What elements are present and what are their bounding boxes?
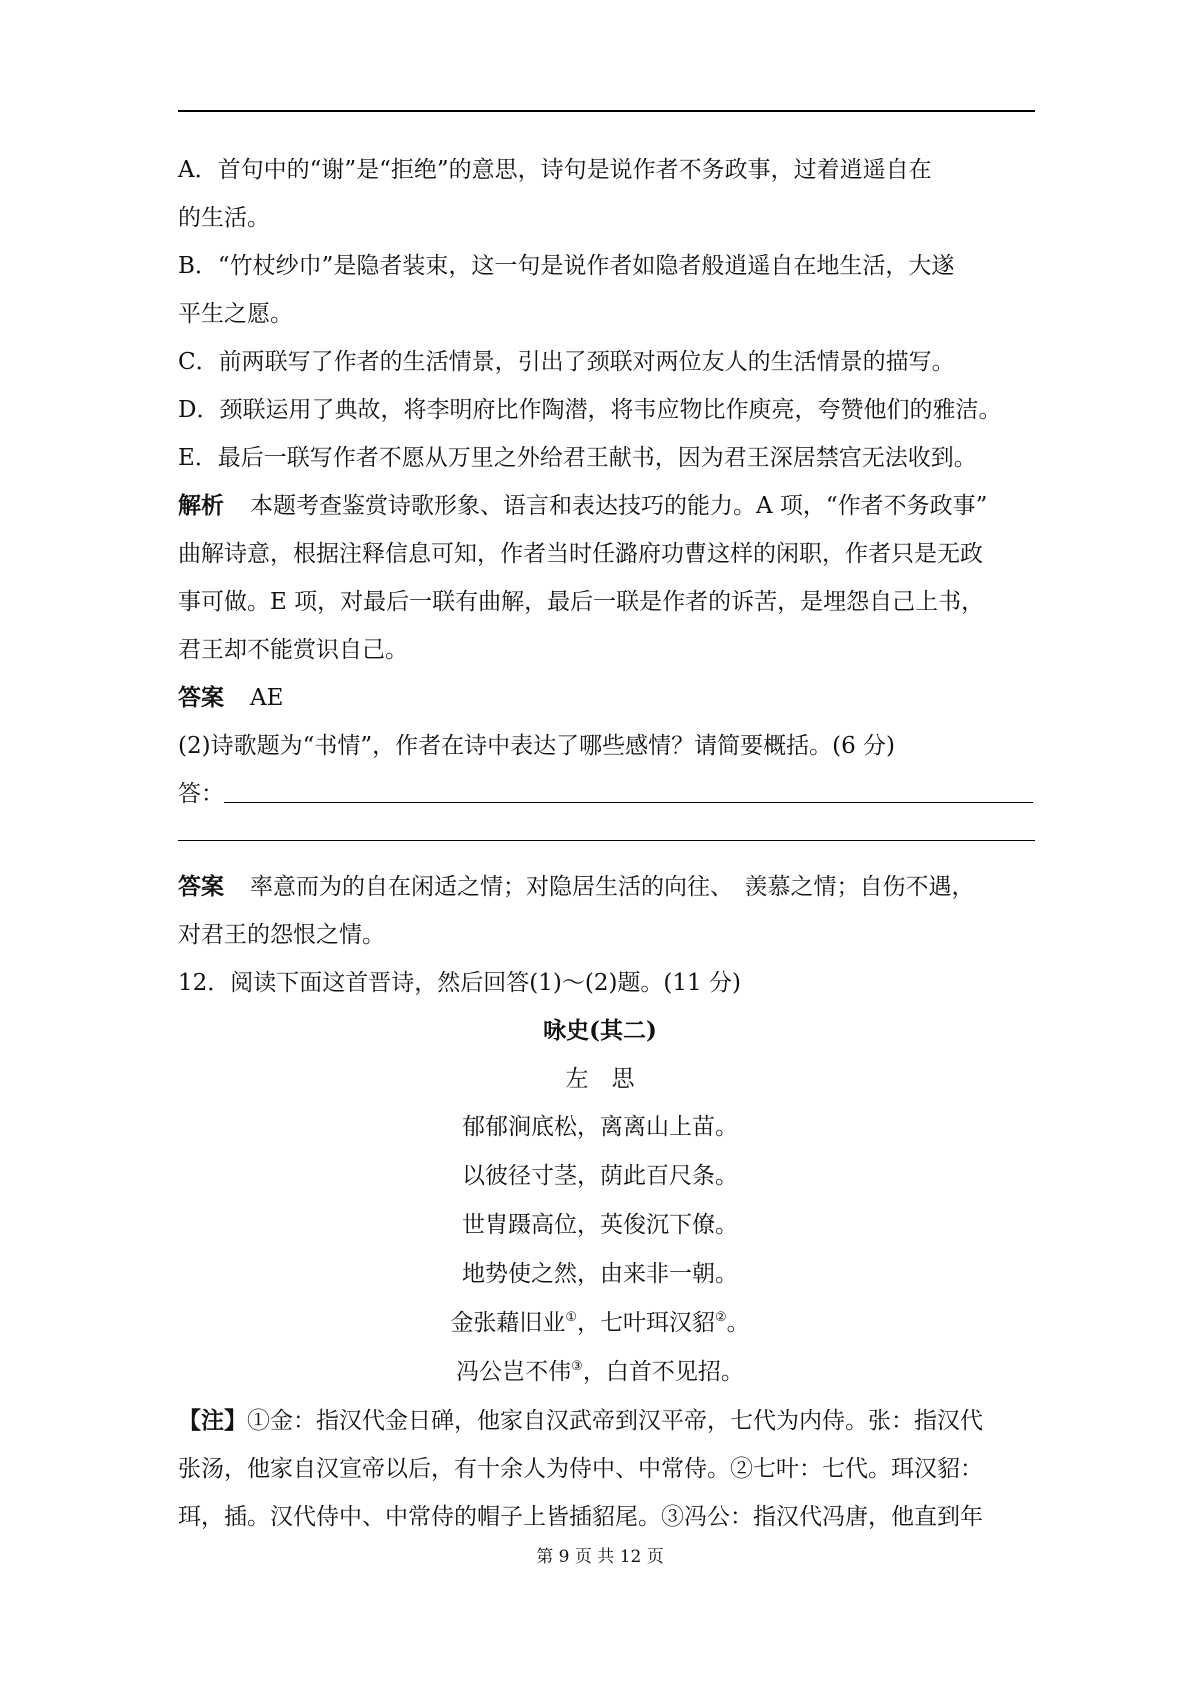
option-b <box>178 242 1035 338</box>
analysis-text: 君王却不能赏识自己。 <box>178 637 408 663</box>
poem-line: 以彼径寸茎，荫此百尺条。 <box>462 1163 738 1189</box>
answer-text: 率意而为的自在闲适之情；对隐居生活的向往、 羡慕之情；自伤不遇， <box>250 874 975 900</box>
answer-text: 对君王的怨恨之情。 <box>178 922 385 948</box>
option-text: 的生活。 <box>178 205 270 231</box>
note-text: 张汤，他家自汉宣帝以后，有十余人为侍中、中常侍。②七叶：七代。珥汉貂： <box>178 1456 983 1482</box>
answer-blank-line <box>178 770 1035 818</box>
poem-line: 地势使之然，由来非一朝。 <box>462 1261 738 1287</box>
question-2: (2)诗歌题为“书情”，作者在诗中表达了哪些感情？请简要概括。(6 分) <box>178 733 895 759</box>
note-text: ①金：指汉代金日䃅，他家自汉武帝到汉平帝，七代为内侍。张：指汉代 <box>247 1408 983 1434</box>
option-a <box>178 146 1035 242</box>
answer-label: 答案 <box>178 873 224 900</box>
poem-title: 咏史(其二) <box>543 1017 657 1044</box>
question-12: 12．阅读下面这首晋诗，然后回答(1)～(2)题。(11 分) <box>178 970 741 996</box>
answer-prefix: 答： <box>178 781 224 807</box>
poem-notes <box>178 1397 1035 1541</box>
footnote-ref: ③ <box>571 1359 583 1374</box>
poem-line: 世胄蹑高位，英俊沉下僚。 <box>462 1212 738 1238</box>
poem-line: 冯公岂不伟③，白首不见招。 <box>456 1359 744 1385</box>
footnote-ref: ② <box>715 1310 727 1325</box>
analysis-text: 曲解诗意，根据注释信息可知，作者当时任潞府功曹这样的闲职，作者只是无政 <box>178 541 983 567</box>
answer-2 <box>178 863 1035 959</box>
answer-blank-line-2[interactable] <box>178 840 1035 841</box>
analysis-block <box>178 482 1035 674</box>
analysis-text: 本题考查鉴赏诗歌形象、语言和表达技巧的能力。A 项，“作者不务政事” <box>250 493 988 519</box>
option-c: C．前两联写了作者的生活情景，引出了颈联对两位友人的生活情景的描写。 <box>178 349 955 375</box>
option-text: 平生之愿。 <box>178 301 293 327</box>
option-text: B．“竹杖纱巾”是隐者装束，这一句是说作者如隐者般逍遥自在地生活，大遂 <box>178 253 955 279</box>
answer-blank[interactable] <box>224 776 1033 803</box>
option-d: D．颈联运用了典故，将李明府比作陶潜，将韦应物比作庾亮，夸赞他们的雅洁。 <box>178 397 1002 423</box>
note-label: 【注】 <box>178 1407 247 1434</box>
analysis-label: 解析 <box>178 492 224 519</box>
poem-author: 左 思 <box>565 1066 635 1092</box>
poem <box>0 1007 1200 1397</box>
poem-line: 金张藉旧业①，七叶珥汉貂②。 <box>450 1310 750 1336</box>
analysis-text: 事可做。E 项，对最后一联有曲解，最后一联是作者的诉苦，是埋怨自己上书， <box>178 589 985 615</box>
option-e: E．最后一联写作者不愿从万里之外给君王献书，因为君王深居禁宫无法收到。 <box>178 445 977 471</box>
page-number: 第 9 页 共 12 页 <box>536 1547 664 1567</box>
poem-line: 郁郁涧底松，离离山上苗。 <box>462 1114 738 1140</box>
option-text: A．首句中的“谢”是“拒绝”的意思，诗句是说作者不务政事，过着逍遥自在 <box>178 157 932 183</box>
header-rule <box>178 110 1035 112</box>
answer-value: AE <box>250 685 284 711</box>
answer-1 <box>178 674 1035 722</box>
page-body <box>178 146 1035 1541</box>
note-text: 珥，插。汉代侍中、中常侍的帽子上皆插貂尾。③冯公：指汉代冯唐，他直到年 <box>178 1504 983 1530</box>
footnote-ref: ① <box>565 1310 577 1325</box>
answer-label: 答案 <box>178 684 224 711</box>
